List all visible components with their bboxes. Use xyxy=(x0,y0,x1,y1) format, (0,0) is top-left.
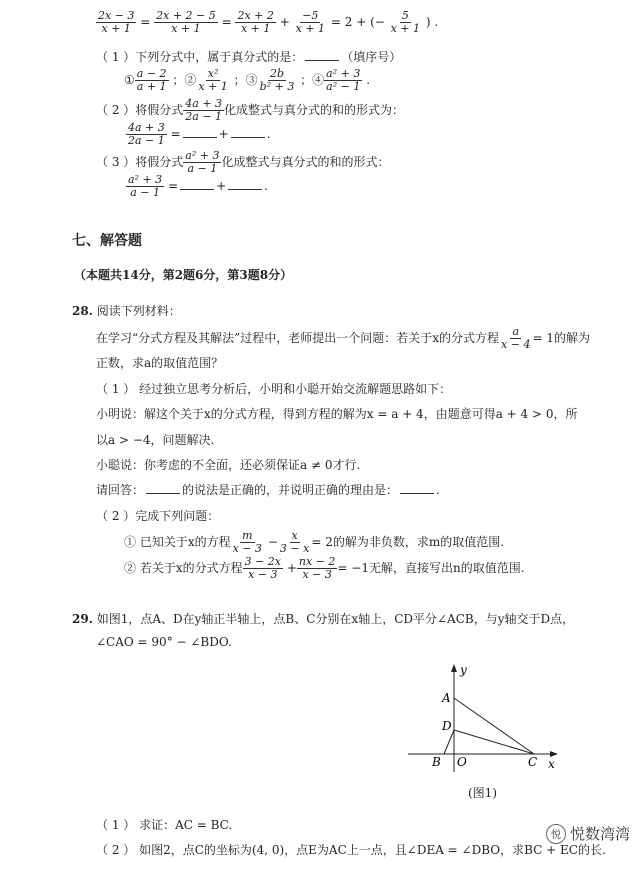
fraction: $\frac{5}{x + 1}$ xyxy=(390,9,421,35)
label-a: A xyxy=(442,691,451,705)
answer-blank xyxy=(231,127,265,138)
segment-ac xyxy=(454,698,534,754)
answer-blank xyxy=(146,483,180,494)
q1-line: （ 1 ）下列分式中，属于真分式的是： （填序号） xyxy=(96,50,402,64)
fraction: $\frac{2x - 3}{x + 1}$ xyxy=(98,9,135,35)
q2-answer: $\frac{4a + 3}{2a - 1}$ = + . xyxy=(128,121,271,147)
fraction: $\frac{\text{x²}}{x + 1}$ xyxy=(198,67,228,93)
p29-sub1: （ 1 ） 求证：AC = BC. xyxy=(96,818,233,832)
p29-sub2: （ 2 ） 如图2，点C的坐标为(4, 0)，点E为AC上一点，且∠DEA = ∠DBO，求BC + EC的长. xyxy=(96,843,606,857)
fraction: $\frac{nx - 2}{x - 3}$ xyxy=(298,555,336,581)
fraction: $\frac{2x + 2}{x + 1}$ xyxy=(237,9,274,35)
section-subtitle: （本题共14分，第2题6分，第3题8分） xyxy=(74,268,293,282)
p28-line1: 在学习“分式方程及其解法”过程中，老师提出一个问题：若关于x的分式方程 $\frac{a}{x - 4}$ = 1的解为 xyxy=(96,325,590,351)
answer-blank xyxy=(180,179,214,190)
y-axis-arrow xyxy=(451,664,457,672)
p28-sub2-a: ① 已知关于x的方程 $\frac{m}{x - 3}$ − $\frac{x}{3 - x}$ = 2的解为非负数，求m的取值范围. xyxy=(124,529,505,555)
watermark-text: 悦数湾湾 xyxy=(569,825,630,843)
p28-sub1: （ 1 ） 经过独立思考分析后，小明和小聪开始交流解题思路如下： xyxy=(96,382,452,396)
p28-sub1-xiaocong: 小聪说：你考虑的不全面，还必须保证a ≠ 0才行. xyxy=(96,458,361,472)
figure-1 xyxy=(400,660,570,780)
fraction: $\frac{\text{a² + 3}}{a - 1}$ xyxy=(128,173,163,199)
fraction: $\frac{4a + 3}{2a - 1}$ xyxy=(185,97,223,123)
p28-intro: 28. 阅读下列材料： xyxy=(72,304,181,318)
watermark xyxy=(546,823,630,844)
fraction: $\frac{a - 2}{a + 1}$ xyxy=(136,67,167,93)
label-x: x xyxy=(548,757,555,771)
p28-sub1-xiaoming: 小明说：解这个关于x的分式方程，得到方程的解为x = a + 4，由题意可得a + 4 > 0，所 xyxy=(96,407,578,421)
label-b: B xyxy=(432,755,441,769)
watermark-logo-icon: 悦 xyxy=(546,824,566,844)
fraction: $\frac{3 - 2x}{x - 3}$ xyxy=(244,555,282,581)
answer-blank xyxy=(400,483,434,494)
answer-blank xyxy=(228,179,262,190)
section-title: 七、解答题 xyxy=(72,233,142,249)
answer-blank xyxy=(305,50,339,61)
p28-sub1-xiaoming-2: 以a > −4，问题解决. xyxy=(96,433,215,447)
q1-options: ① $\frac{a - 2}{a + 1}$ ；② $\frac{\text{x²}}{x + 1}$ ；③ $\frac{2b}{\text{b² + 3}}$ ；④ $\frac{\text{a² + 3}}{\text{a² − 1}}$ . xyxy=(124,67,371,93)
label-d: D xyxy=(442,719,452,733)
p28-sub2-b: ② 若关于x的分式方程 $\frac{3 - 2x}{x - 3}$ + $\frac{nx - 2}{x - 3}$ = −1无解，直接写出n的取值范围. xyxy=(124,555,525,581)
q3-answer: $\frac{\text{a² + 3}}{a - 1}$ = + . xyxy=(128,173,268,199)
fraction: $\frac{\text{a² + 3}}{a - 1}$ xyxy=(185,149,220,175)
fraction: $\frac{\text{a² + 3}}{\text{a² − 1}}$ xyxy=(326,67,361,93)
q3-line: （ 3 ）将假分式 $\frac{\text{a² + 3}}{a - 1}$ 化成整式与真分式的和的形式： xyxy=(96,149,390,175)
segment-dc xyxy=(454,730,534,754)
label-o: O xyxy=(457,755,467,769)
label-y: y xyxy=(460,663,467,677)
fraction: $\frac{2x + 2 - 5}{x + 1}$ xyxy=(156,9,216,35)
fraction: $\frac{2b}{\text{b² + 3}}$ xyxy=(259,67,295,93)
p28-sub1-answer: 请回答： 的说法是正确的，并说明正确的理由是： . xyxy=(96,483,440,497)
fraction: $\frac{x}{3 - x}$ xyxy=(279,529,310,555)
p28-line2: 正数，求a的取值范围？ xyxy=(96,356,224,370)
p29-line1: 29. 如图1，点A、D在y轴正半轴上，点B、C分别在x轴上，CD平分∠ACB，与y轴交于D点， xyxy=(72,612,575,626)
p29-line2: ∠CAO = 90° − ∠BDO. xyxy=(96,635,232,649)
fraction: $\frac{-5}{x + 1}$ xyxy=(295,9,326,35)
top-equation: $\frac{2x - 3}{x + 1}$ = $\frac{2x + 2 - 5}{x + 1}$ = $\frac{2x + 2}{x + 1}$ + $\frac{-5}{x + 1}$ = 2 + (− $\frac{5}{x + 1}$ ) . xyxy=(98,9,439,35)
answer-blank xyxy=(183,127,217,138)
fraction: $\frac{a}{x - 4}$ xyxy=(501,325,531,351)
segment-bd xyxy=(444,730,454,754)
fraction: $\frac{m}{x - 3}$ xyxy=(232,529,263,555)
p28-sub2: （ 2 ）完成下列问题： xyxy=(96,509,220,523)
figure-caption: (图1) xyxy=(468,786,497,800)
q2-line: （ 2 ）将假分式 $\frac{4a + 3}{2a - 1}$ 化成整式与真分式的和的形式为： xyxy=(96,97,405,123)
fraction: $\frac{4a + 3}{2a - 1}$ xyxy=(128,121,165,147)
label-c: C xyxy=(528,755,538,769)
